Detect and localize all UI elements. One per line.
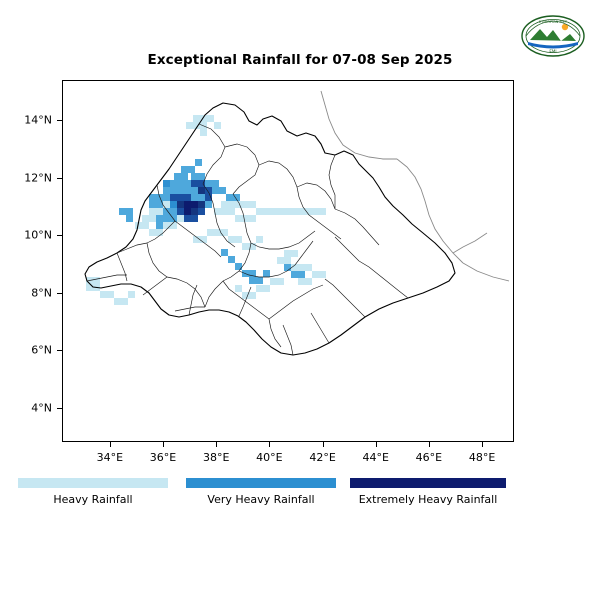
x-axis-tick-label: 40°E	[256, 451, 283, 464]
page-title: Exceptional Rainfall for 07-08 Sep 2025	[147, 52, 453, 68]
legend-label: Heavy Rainfall	[53, 493, 133, 506]
map-plot-area	[62, 80, 514, 442]
x-axis-tick	[376, 442, 377, 447]
legend-swatch	[18, 478, 168, 488]
y-axis-tick	[57, 120, 62, 121]
x-axis-tick-label: 44°E	[362, 451, 389, 464]
y-axis-tick	[57, 293, 62, 294]
map-canvas	[63, 81, 513, 441]
y-axis-tick-label: 14°N	[24, 113, 52, 127]
x-axis-tick-label: 42°E	[309, 451, 336, 464]
x-axis-tick-label: 48°E	[468, 451, 496, 464]
x-axis-tick	[163, 442, 164, 447]
x-axis-tick	[323, 442, 324, 447]
y-axis-tick	[57, 235, 62, 236]
x-axis-tick-label: 38°E	[202, 451, 230, 464]
legend-swatch	[186, 478, 336, 488]
x-axis-tick-label: 36°E	[149, 451, 177, 464]
svg-text:ETHIOPIAN MET: ETHIOPIAN MET	[538, 20, 568, 24]
legend-item	[186, 478, 336, 506]
neighbouring-country-boundaries	[321, 91, 509, 281]
y-axis-tick-label: 6°N	[31, 343, 52, 357]
y-axis-tick-label: 4°N	[31, 401, 52, 415]
x-axis-tick-label: 46°E	[415, 451, 443, 464]
y-axis-tick-label: 8°N	[31, 286, 52, 300]
legend-label: Extremely Heavy Rainfall	[358, 493, 498, 506]
y-axis-tick	[57, 178, 62, 179]
x-axis-tick	[429, 442, 430, 447]
svg-text:EMI: EMI	[549, 49, 557, 54]
legend-item	[350, 478, 506, 506]
x-axis-tick	[482, 442, 483, 447]
x-axis-tick	[110, 442, 111, 447]
y-axis-tick-label: 10°N	[24, 228, 52, 242]
x-axis-tick	[216, 442, 217, 447]
legend-item	[18, 478, 168, 506]
legend	[0, 478, 600, 518]
y-axis-tick	[57, 408, 62, 409]
y-axis-tick	[57, 350, 62, 351]
x-axis-tick-label: 34°E	[96, 451, 124, 464]
ethiopian-meteorology-institute-logo	[520, 14, 586, 58]
x-axis-tick	[269, 442, 270, 447]
legend-label: Very Heavy Rainfall	[207, 493, 315, 506]
legend-swatch	[350, 478, 506, 488]
y-axis-tick-label: 12°N	[24, 171, 52, 185]
